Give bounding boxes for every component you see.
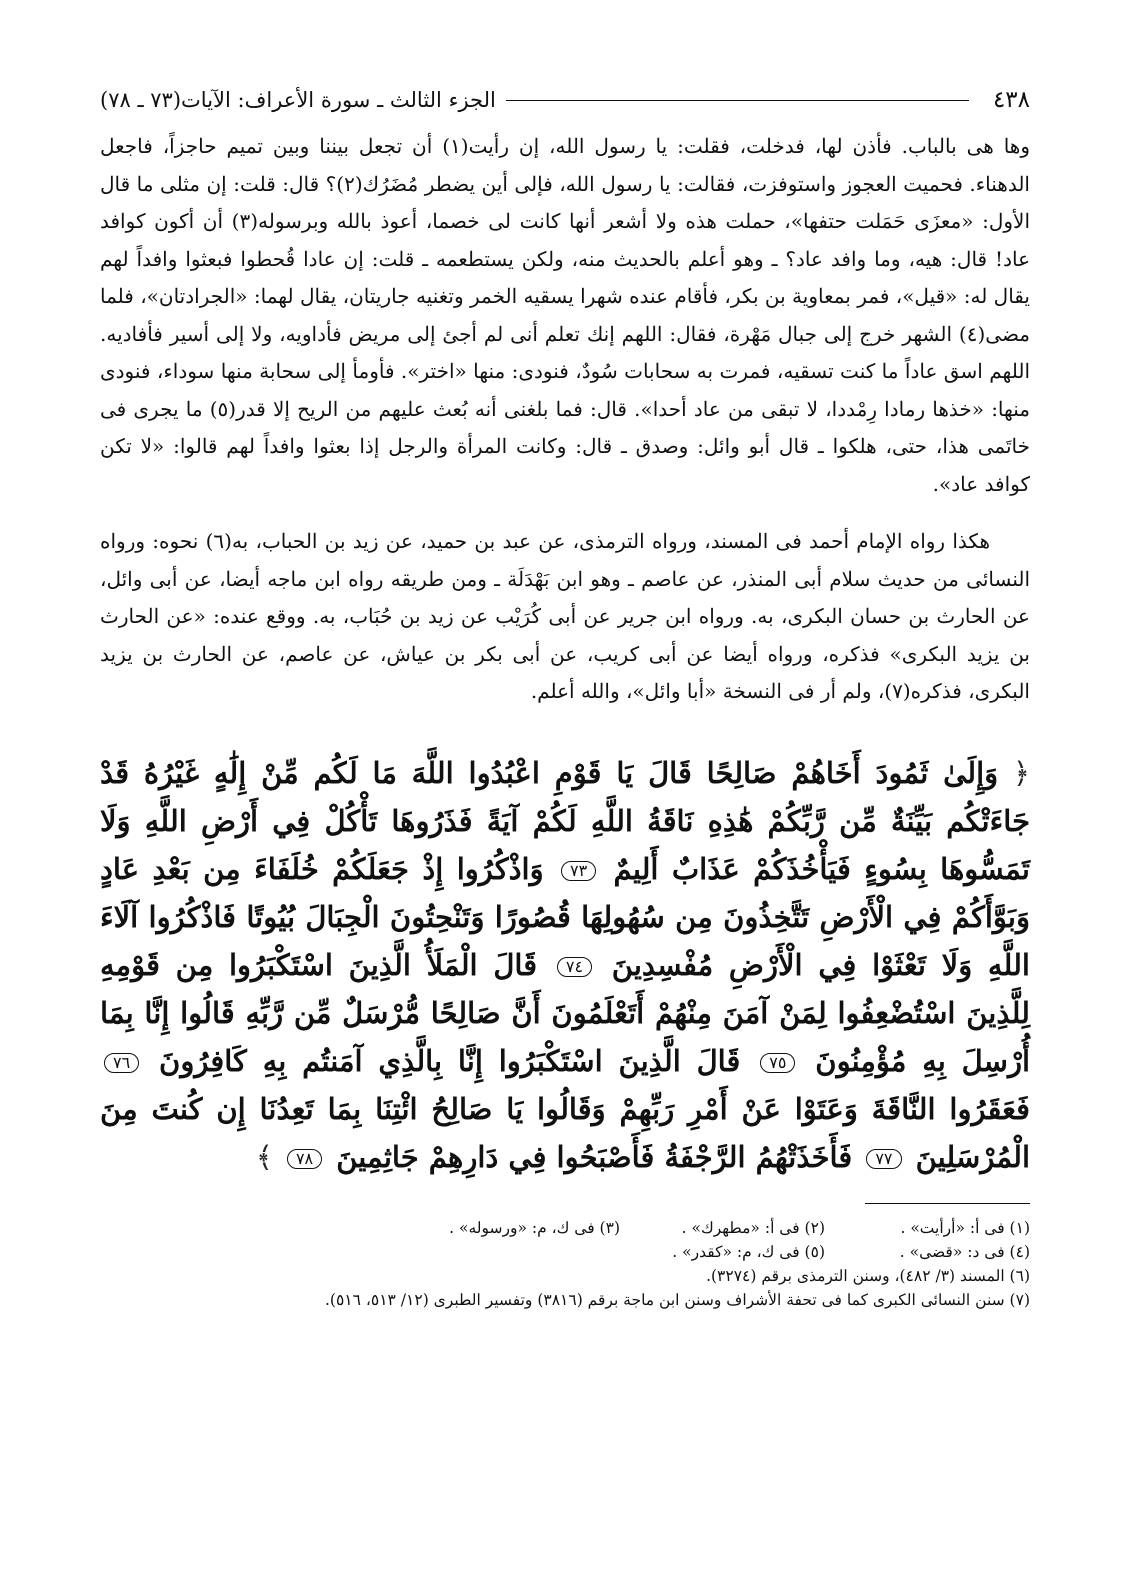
running-header <box>100 80 1030 120</box>
ayah-number-marker: ٧٥ <box>760 1053 795 1073</box>
ayah-text: قَالَ الَّذِينَ اسْتَكْبَرُوا إِنَّا بِالَّذِي آمَنتُم بِهِ كَافِرُونَ <box>159 1043 741 1078</box>
narration-paragraph: هكذا رواه الإمام أحمد فى المسند، ورواه الترمذى، عن عبد بن حميد، عن زيد بن الحباب، به(٦) نحوه: ورواه النسائى من حديث سلام أبى المنذر، عن عاصم ـ وهو ابن بَهْدَلَة ـ ومن طريقه رواه ابن ماجه أيضا، عن أبى وائل، عن الحارث بن حسان البكرى، به. ورواه ابن جرير عن أبى كُرَيْب عن زيد بن حُبَاب، به. ووقع عنده: «عن الحارث بن يزيد البكرى» فذكره، ورواه أيضا عن أبى كريب، عن أبى بكر بن عياش، عن عاصم، عن الحارث بن يزيد البكرى، فذكره(٧)، ولم أر فى النسخة «أبا وائل»، والله أعلم. <box>100 529 1031 703</box>
footnote-separator <box>865 1203 1030 1204</box>
footnote-row <box>100 1216 1030 1240</box>
footnote: (٢) فى أ: «مطهرك» . <box>681 1218 825 1237</box>
footnote-row <box>100 1264 1030 1288</box>
open-ornate-bracket: ﴿ <box>1013 755 1030 790</box>
header-title: الجزء الثالث ـ سورة الأعراف: الآيات(٧٣ ـ ٧٨) <box>100 88 496 112</box>
footnote: (٧) سنن النسائى الكبرى كما فى تحفة الأشراف وسنن ابن ماجة برقم (٣٨١٦) وتفسير الطبرى (١٢/ ٥١٣، ٥١٦). <box>324 1290 1030 1309</box>
ayah-number-marker: ٧٧ <box>866 1149 901 1169</box>
footnotes <box>100 1216 1030 1312</box>
footnote-row <box>100 1240 1030 1264</box>
close-ornate-bracket: ﴾ <box>255 1139 273 1174</box>
footnote: (٥) فى ك، م: «كقدر» . <box>672 1242 825 1261</box>
ayah-text: قَالَ الْمَلَأُ الَّذِينَ اسْتَكْبَرُوا مِن قَوْمِهِ لِلَّذِينَ اسْتُضْعِفُوا لِمَنْ آمَنَ مِنْهُمْ أَتَعْلَمُونَ أَنَّ صَالِحًا مُّرْسَلٌ مِّن رَّبِّهِ قَالُوا إِنَّا بِمَا أُرْسِلَ بِهِ مُؤْمِنُونَ <box>100 947 1031 1078</box>
ayah-text: وَإِلَىٰ ثَمُودَ أَخَاهُمْ صَالِحًا قَالَ يَا قَوْمِ اعْبُدُوا اللَّهَ مَا لَكُم مِّنْ إِلَٰهٍ غَيْرُهُ قَدْ جَاءَتْكُم بَيِّنَةٌ مِّن رَّبِّكُمْ هَٰذِهِ نَاقَةُ اللَّهِ لَكُمْ آيَةً فَذَرُوهَا تَأْكُلْ فِي أَرْضِ اللَّهِ وَلَا تَمَسُّوهَا بِسُوءٍ فَيَأْخُذَكُمْ عَذَابٌ أَلِيمٌ <box>100 755 1030 886</box>
footnote-row <box>100 1288 1030 1312</box>
ayah-number-marker: ٧٨ <box>287 1149 322 1169</box>
ayah-number-marker: ٧٣ <box>561 861 596 881</box>
hadith-paragraph: وها هى بالباب. فأذن لها، فدخلت، فقلت: يا رسول الله، إن رأيت(١) أن تجعل بيننا وبين تميم حاجزاً، فاجعل الدهناء. فحميت العجوز واستوفزت، فقالت: يا رسول الله، فإلى أين يضطر مُضَرُك(٢)؟ قال: قلت: إن مثلى ما قال الأول: «معزَى حَمَلت حتفها»، حملت هذه ولا أشعر أنها كانت لى خصما، أعوذ بالله وبرسوله(٣) أن أكون كوافد عاد! قال: هيه، وما وافد عاد؟ ـ وهو أعلم بالحديث منه، ولكن يستطعمه ـ قلت: إن عادا قُحطوا فبعثوا وافداً لهم يقال له: «قيل»، فمر بمعاوية بن بكر، فأقام عنده شهرا يسقيه الخمر وتغنيه جاريتان، يقال لهما: «الجرادتان»، فلما مضى(٤) الشهر خرج إلى جبال مَهْرة، فقال: اللهم إنك تعلم أنى لم أجئ إلى مريض فأداويه، ولا إلى أسير فأفاديه. اللهم اسق عاداً ما كنت تسقيه، فمرت به سحابات سُودٌ، فنودى: منها «اختر». فأومأ إلى سحابة منها سوداء، فنودى منها: «خذها رمادا رِمْددا، لا تبقى من عاد أحدا». قال: فما بلغنى أنه بُعث عليهم من الريح إلا قدر(٥) ما يجرى فى خاتَمى هذا، حتى، هلكوا ـ قال أبو وائل: وصدق ـ قال: وكانت المرأة والرجل إذا بعثوا وافداً لهم قالوا: «لا تكن كوافد عاد». <box>100 134 1031 496</box>
ayah-number-marker: ٧٤ <box>557 957 592 977</box>
ayah-number-marker: ٧٦ <box>104 1053 139 1073</box>
footnote: (٤) فى د: «قضى» . <box>899 1242 1030 1261</box>
ayah-text: فَعَقَرُوا النَّاقَةَ وَعَتَوْا عَنْ أَمْرِ رَبِّهِمْ وَقَالُوا يَا صَالِحُ ائْتِنَا بِمَا تَعِدُنَا إِن كُنتَ مِنَ الْمُرْسَلِينَ <box>100 1091 1030 1174</box>
quran-passage <box>100 749 1030 1181</box>
footnote: (٣) فى ك، م: «ورسوله» . <box>449 1218 620 1237</box>
ayah-text: وَاذْكُرُوا إِذْ جَعَلَكُمْ خُلَفَاءَ مِن بَعْدِ عَادٍ وَبَوَّأَكُمْ فِي الْأَرْضِ تَتَّخِذُونَ مِن سُهُولِهَا قُصُورًا وَتَنْحِتُونَ الْجِبَالَ بُيُوتًا فَاذْكُرُوا آلَاءَ اللَّهِ وَلَا تَعْثَوْا فِي الْأَرْضِ مُفْسِدِينَ <box>100 851 1030 982</box>
footnote: (٦) المسند (٣/ ٤٨٢)، وسنن الترمذى برقم (٣٢٧٤). <box>706 1266 1030 1285</box>
page-number: ٤٣٨ <box>992 87 1030 113</box>
header-rule <box>506 100 969 101</box>
footnote: (١) فى أ: «أرأيت» . <box>900 1218 1030 1237</box>
book-page <box>100 80 1030 1312</box>
ayah-text: فَأَخَذَتْهُمُ الرَّجْفَةُ فَأَصْبَحُوا فِي دَارِهِمْ جَاثِمِينَ <box>336 1139 853 1174</box>
